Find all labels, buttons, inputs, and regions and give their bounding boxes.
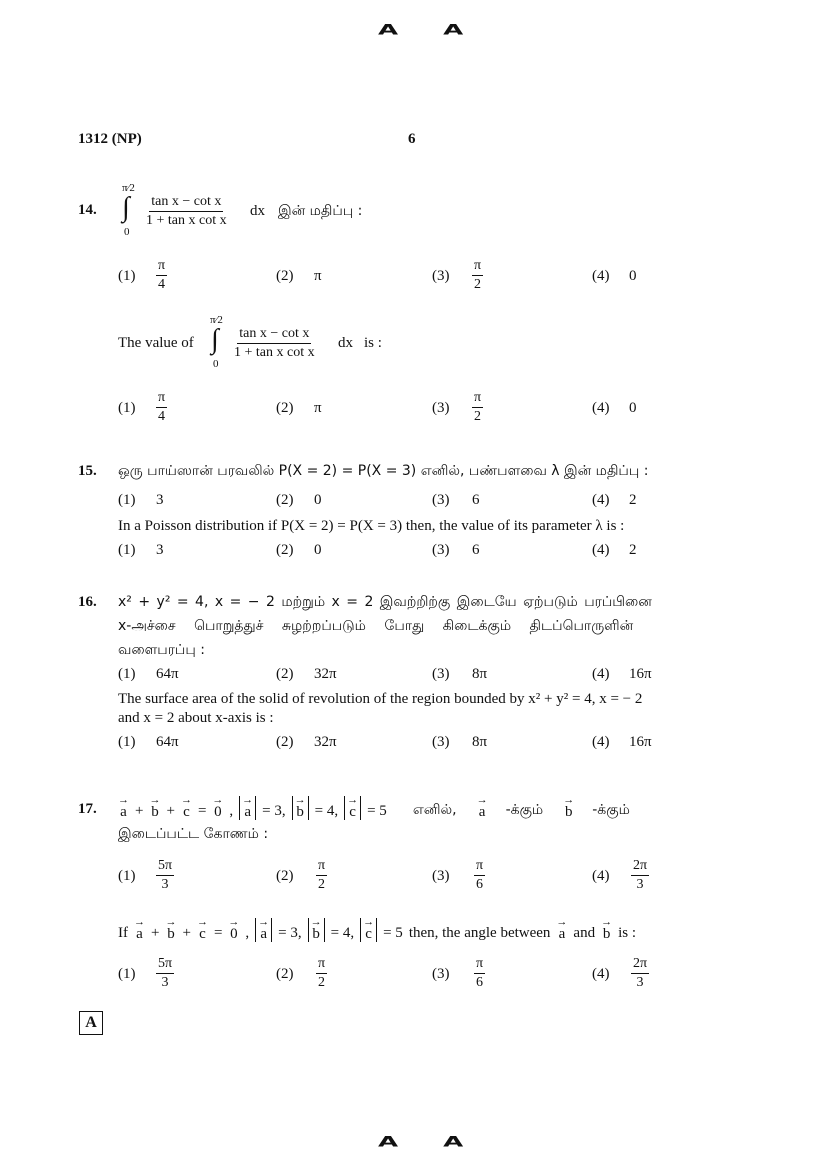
english-then: then, the angle between — [408, 925, 551, 941]
vector-letter: a — [120, 804, 127, 820]
tamil-kkum: -க்கும் — [592, 802, 630, 818]
q17-tamil-line2: இடைப்பட்ட கோணம் : — [118, 826, 269, 842]
q15-options-english — [118, 542, 678, 562]
vector-letter: c — [199, 926, 206, 942]
option-value: 6 — [472, 542, 480, 558]
option-label: (2) — [276, 734, 294, 750]
vector-letter: a — [260, 926, 267, 942]
option-value: 8π — [472, 734, 488, 750]
vector-b — [601, 918, 612, 942]
q14-tamil-suffix: இன் மதிப்பு : — [278, 203, 363, 219]
option-label: (3) — [432, 868, 450, 884]
option-label: (4) — [592, 868, 610, 884]
magnitude-c — [360, 918, 377, 942]
english-is: is : — [618, 925, 637, 941]
vector-a — [477, 796, 488, 820]
q16-tamil-line2: x-அச்சை பொறுத்துச் சுழற்றப்படும் போது கிடைக்கும் திடப்பொருளின் — [118, 618, 634, 634]
magnitude-b — [308, 918, 325, 942]
option-value — [316, 858, 327, 893]
arrow-glyph: → — [476, 794, 488, 806]
fraction-denominator: 3 — [636, 877, 644, 893]
integrand-fraction — [232, 326, 317, 361]
arrow-glyph: → — [242, 794, 254, 806]
option-value: 2 — [629, 492, 637, 508]
option-label: (1) — [118, 966, 136, 982]
option-label: (4) — [592, 400, 610, 416]
top-mark: A A — [378, 22, 482, 39]
q16-options-tamil — [118, 666, 678, 686]
arrow-glyph: → — [347, 794, 359, 806]
arrow-glyph: → — [294, 794, 306, 806]
arrow-glyph: → — [258, 916, 270, 928]
arrow-glyph: → — [212, 794, 224, 806]
vector-b — [165, 918, 176, 942]
fraction-denominator: 2 — [318, 877, 326, 893]
option-label: (1) — [118, 542, 136, 558]
option-value: 6 — [472, 492, 480, 508]
page-number: 6 — [408, 131, 416, 147]
plus-sign: + — [166, 803, 175, 819]
magnitude-value: = 4, — [330, 925, 355, 941]
option-value: 0 — [314, 542, 322, 558]
fraction-denominator: 4 — [158, 409, 166, 425]
vector-b — [563, 796, 574, 820]
magnitude-value: = 5 — [383, 925, 403, 941]
plus-sign: + — [135, 803, 144, 819]
option-label: (2) — [276, 666, 294, 682]
option-value: 0 — [314, 492, 322, 508]
magnitude-b — [292, 796, 309, 820]
fraction-numerator: π — [474, 956, 485, 974]
paper-code: 1312 (NP) — [78, 131, 142, 147]
q14-tamil-integral — [120, 182, 480, 242]
option-label: (1) — [118, 400, 136, 416]
q16-english-line1: The surface area of the solid of revolution of the region bounded by x² + y² = 4, x = − 2 — [118, 691, 643, 707]
option-value: 3 — [156, 542, 164, 558]
option-label: (2) — [276, 966, 294, 982]
vector-letter: a — [478, 804, 486, 820]
arrow-glyph: → — [134, 916, 145, 928]
upper-limit: π⁄2 — [122, 182, 135, 194]
option-value: 8π — [472, 666, 488, 682]
option-label: (2) — [276, 400, 294, 416]
comma: , — [245, 925, 250, 941]
fraction-numerator: π — [472, 390, 483, 408]
option-value — [472, 390, 483, 425]
integral-sign: ∫ — [122, 192, 130, 223]
fraction-numerator: 2π — [631, 858, 649, 876]
tamil-enil: எனில், — [412, 802, 457, 818]
vector-letter: c — [183, 804, 190, 820]
magnitude-value: = 3, — [262, 803, 286, 819]
fraction-denominator: 1 + tan x cot x — [146, 213, 227, 229]
bottom-mark: A A — [378, 1134, 482, 1151]
option-value: 0 — [629, 268, 637, 284]
vector-c — [181, 796, 192, 820]
option-label: (3) — [432, 492, 450, 508]
plus-sign: + — [151, 925, 160, 941]
option-label: (1) — [118, 666, 136, 682]
vector-zero — [228, 918, 239, 942]
vector-letter: b — [602, 926, 611, 942]
comma: , — [229, 803, 234, 819]
q16-tamil-line1: x² + y² = 4, x = − 2 மற்றும் x = 2 இவற்றிற்கு இடையே ஏற்படும் பரப்பினை — [118, 594, 652, 610]
option-value — [631, 858, 649, 893]
tamil-kkum: -க்கும் — [505, 802, 544, 818]
fraction-denominator: 6 — [476, 877, 484, 893]
option-value — [472, 258, 483, 293]
q15-options-tamil — [118, 492, 678, 512]
fraction-numerator: π — [316, 956, 327, 974]
option-label: (4) — [592, 666, 610, 682]
fraction-denominator: 4 — [158, 277, 166, 293]
vector-a — [118, 796, 129, 820]
option-value — [156, 956, 174, 991]
magnitude-value: = 4, — [314, 803, 339, 819]
integral-sign: ∫ — [211, 324, 219, 355]
vector-letter: b — [564, 804, 573, 820]
arrow-glyph: → — [196, 916, 208, 928]
version-box: A — [79, 1011, 103, 1035]
option-value: 32π — [314, 734, 337, 750]
magnitude-value: = 3, — [278, 925, 302, 941]
fraction-denominator: 2 — [474, 277, 482, 293]
equals-sign: = — [197, 803, 207, 819]
question-number: 17. — [78, 801, 97, 817]
q17-options-tamil — [118, 858, 678, 898]
q17-tamil-condition — [118, 786, 630, 820]
arrow-glyph: → — [228, 916, 240, 928]
fraction-numerator: tan x − cot x — [237, 326, 311, 344]
q14-options-tamil — [118, 258, 678, 298]
arrow-glyph: → — [556, 916, 568, 928]
q14-options-english — [118, 390, 678, 430]
fraction-numerator: tan x − cot x — [149, 194, 223, 212]
option-label: (4) — [592, 966, 610, 982]
option-label: (1) — [118, 268, 136, 284]
fraction-numerator: π — [474, 858, 485, 876]
vector-letter: c — [349, 804, 356, 820]
english-and: and — [573, 925, 596, 941]
question-number: 14. — [78, 202, 97, 218]
fraction-numerator: π — [156, 390, 167, 408]
english-prefix: The value of — [118, 335, 194, 351]
vector-c — [197, 918, 208, 942]
arrow-glyph: → — [180, 794, 192, 806]
option-label: (4) — [592, 268, 610, 284]
option-value: π — [314, 400, 322, 416]
option-label: (3) — [432, 734, 450, 750]
vector-a — [556, 918, 567, 942]
arrow-glyph: → — [149, 794, 161, 806]
option-value: 16π — [629, 734, 652, 750]
fraction-denominator: 1 + tan x cot x — [234, 345, 315, 361]
q17-english-condition — [118, 908, 636, 942]
option-value: 64π — [156, 734, 179, 750]
option-label: (1) — [118, 734, 136, 750]
magnitude-c — [344, 796, 361, 820]
fraction-numerator: π — [316, 858, 327, 876]
fraction-denominator: 3 — [636, 975, 644, 991]
option-label: (2) — [276, 268, 294, 284]
magnitude-a — [255, 918, 272, 942]
question-number: 16. — [78, 594, 97, 610]
vector-letter: b — [151, 804, 159, 820]
option-label: (1) — [118, 868, 136, 884]
vector-letter: a — [244, 804, 251, 820]
option-value: 64π — [156, 666, 179, 682]
fraction-denominator: 2 — [474, 409, 482, 425]
option-label: (2) — [276, 542, 294, 558]
option-label: (4) — [592, 492, 610, 508]
option-value: 32π — [314, 666, 337, 682]
q16-english-line2: and x = 2 about x-axis is : — [118, 710, 274, 726]
magnitude-a — [239, 796, 256, 820]
dx: dx — [338, 335, 353, 351]
integrand-fraction — [144, 194, 229, 229]
arrow-glyph: → — [363, 916, 375, 928]
option-label: (2) — [276, 868, 294, 884]
option-value: π — [314, 268, 322, 284]
option-label: (3) — [432, 268, 450, 284]
equals-sign: = — [213, 925, 223, 941]
option-value: 16π — [629, 666, 652, 682]
q15-tamil: ஒரு பாய்ஸான் பரவலில் P(X = 2) = P(X = 3) எனில், பண்பளவை λ இன் மதிப்பு : — [118, 463, 649, 479]
option-value: 2 — [629, 542, 637, 558]
arrow-glyph: → — [563, 794, 575, 806]
lower-limit: 0 — [213, 358, 219, 370]
fraction-numerator: 5π — [156, 858, 174, 876]
option-value: 3 — [156, 492, 164, 508]
fraction-denominator: 6 — [476, 975, 484, 991]
option-label: (2) — [276, 492, 294, 508]
plus-sign: + — [182, 925, 191, 941]
q16-options-english — [118, 734, 678, 754]
option-value — [156, 390, 167, 425]
option-label: (3) — [432, 542, 450, 558]
fraction-numerator: π — [472, 258, 483, 276]
dx: dx — [250, 203, 265, 219]
question-number: 15. — [78, 463, 97, 479]
q17-options-english — [118, 956, 678, 996]
vector-b — [149, 796, 160, 820]
fraction-numerator: π — [156, 258, 167, 276]
fraction-denominator: 3 — [161, 877, 169, 893]
upper-limit: π⁄2 — [210, 314, 223, 326]
option-label: (3) — [432, 400, 450, 416]
fraction-denominator: 3 — [161, 975, 169, 991]
option-value — [156, 258, 167, 293]
vector-letter: 0 — [230, 926, 238, 942]
option-value — [474, 858, 485, 893]
option-label: (1) — [118, 492, 136, 508]
fraction-numerator: 5π — [156, 956, 174, 974]
english-suffix: is : — [364, 335, 382, 351]
vector-letter: b — [296, 804, 304, 820]
english-if: If — [118, 925, 128, 941]
vector-letter: 0 — [214, 804, 222, 820]
vector-letter: a — [136, 926, 143, 942]
option-value — [316, 956, 327, 991]
q15-english: In a Poisson distribution if P(X = 2) = P(X = 3) then, the value of its parameter λ is : — [118, 518, 625, 534]
option-label: (4) — [592, 734, 610, 750]
vector-letter: b — [312, 926, 320, 942]
q16-tamil-line3: வளைபரப்பு : — [118, 642, 205, 658]
option-value — [631, 956, 649, 991]
option-label: (3) — [432, 666, 450, 682]
vector-letter: c — [365, 926, 372, 942]
magnitude-value: = 5 — [367, 803, 387, 819]
vector-letter: b — [167, 926, 175, 942]
option-label: (3) — [432, 966, 450, 982]
vector-a — [134, 918, 145, 942]
option-value — [474, 956, 485, 991]
vector-zero — [212, 796, 223, 820]
fraction-denominator: 2 — [318, 975, 326, 991]
arrow-glyph: → — [165, 916, 177, 928]
fraction-numerator: 2π — [631, 956, 649, 974]
arrow-glyph: → — [118, 794, 129, 806]
arrow-glyph: → — [310, 916, 322, 928]
arrow-glyph: → — [601, 916, 613, 928]
vector-letter: a — [558, 926, 566, 942]
q14-english-integral — [118, 314, 518, 374]
option-value — [156, 858, 174, 893]
option-value: 0 — [629, 400, 637, 416]
lower-limit: 0 — [124, 226, 130, 238]
option-label: (4) — [592, 542, 610, 558]
